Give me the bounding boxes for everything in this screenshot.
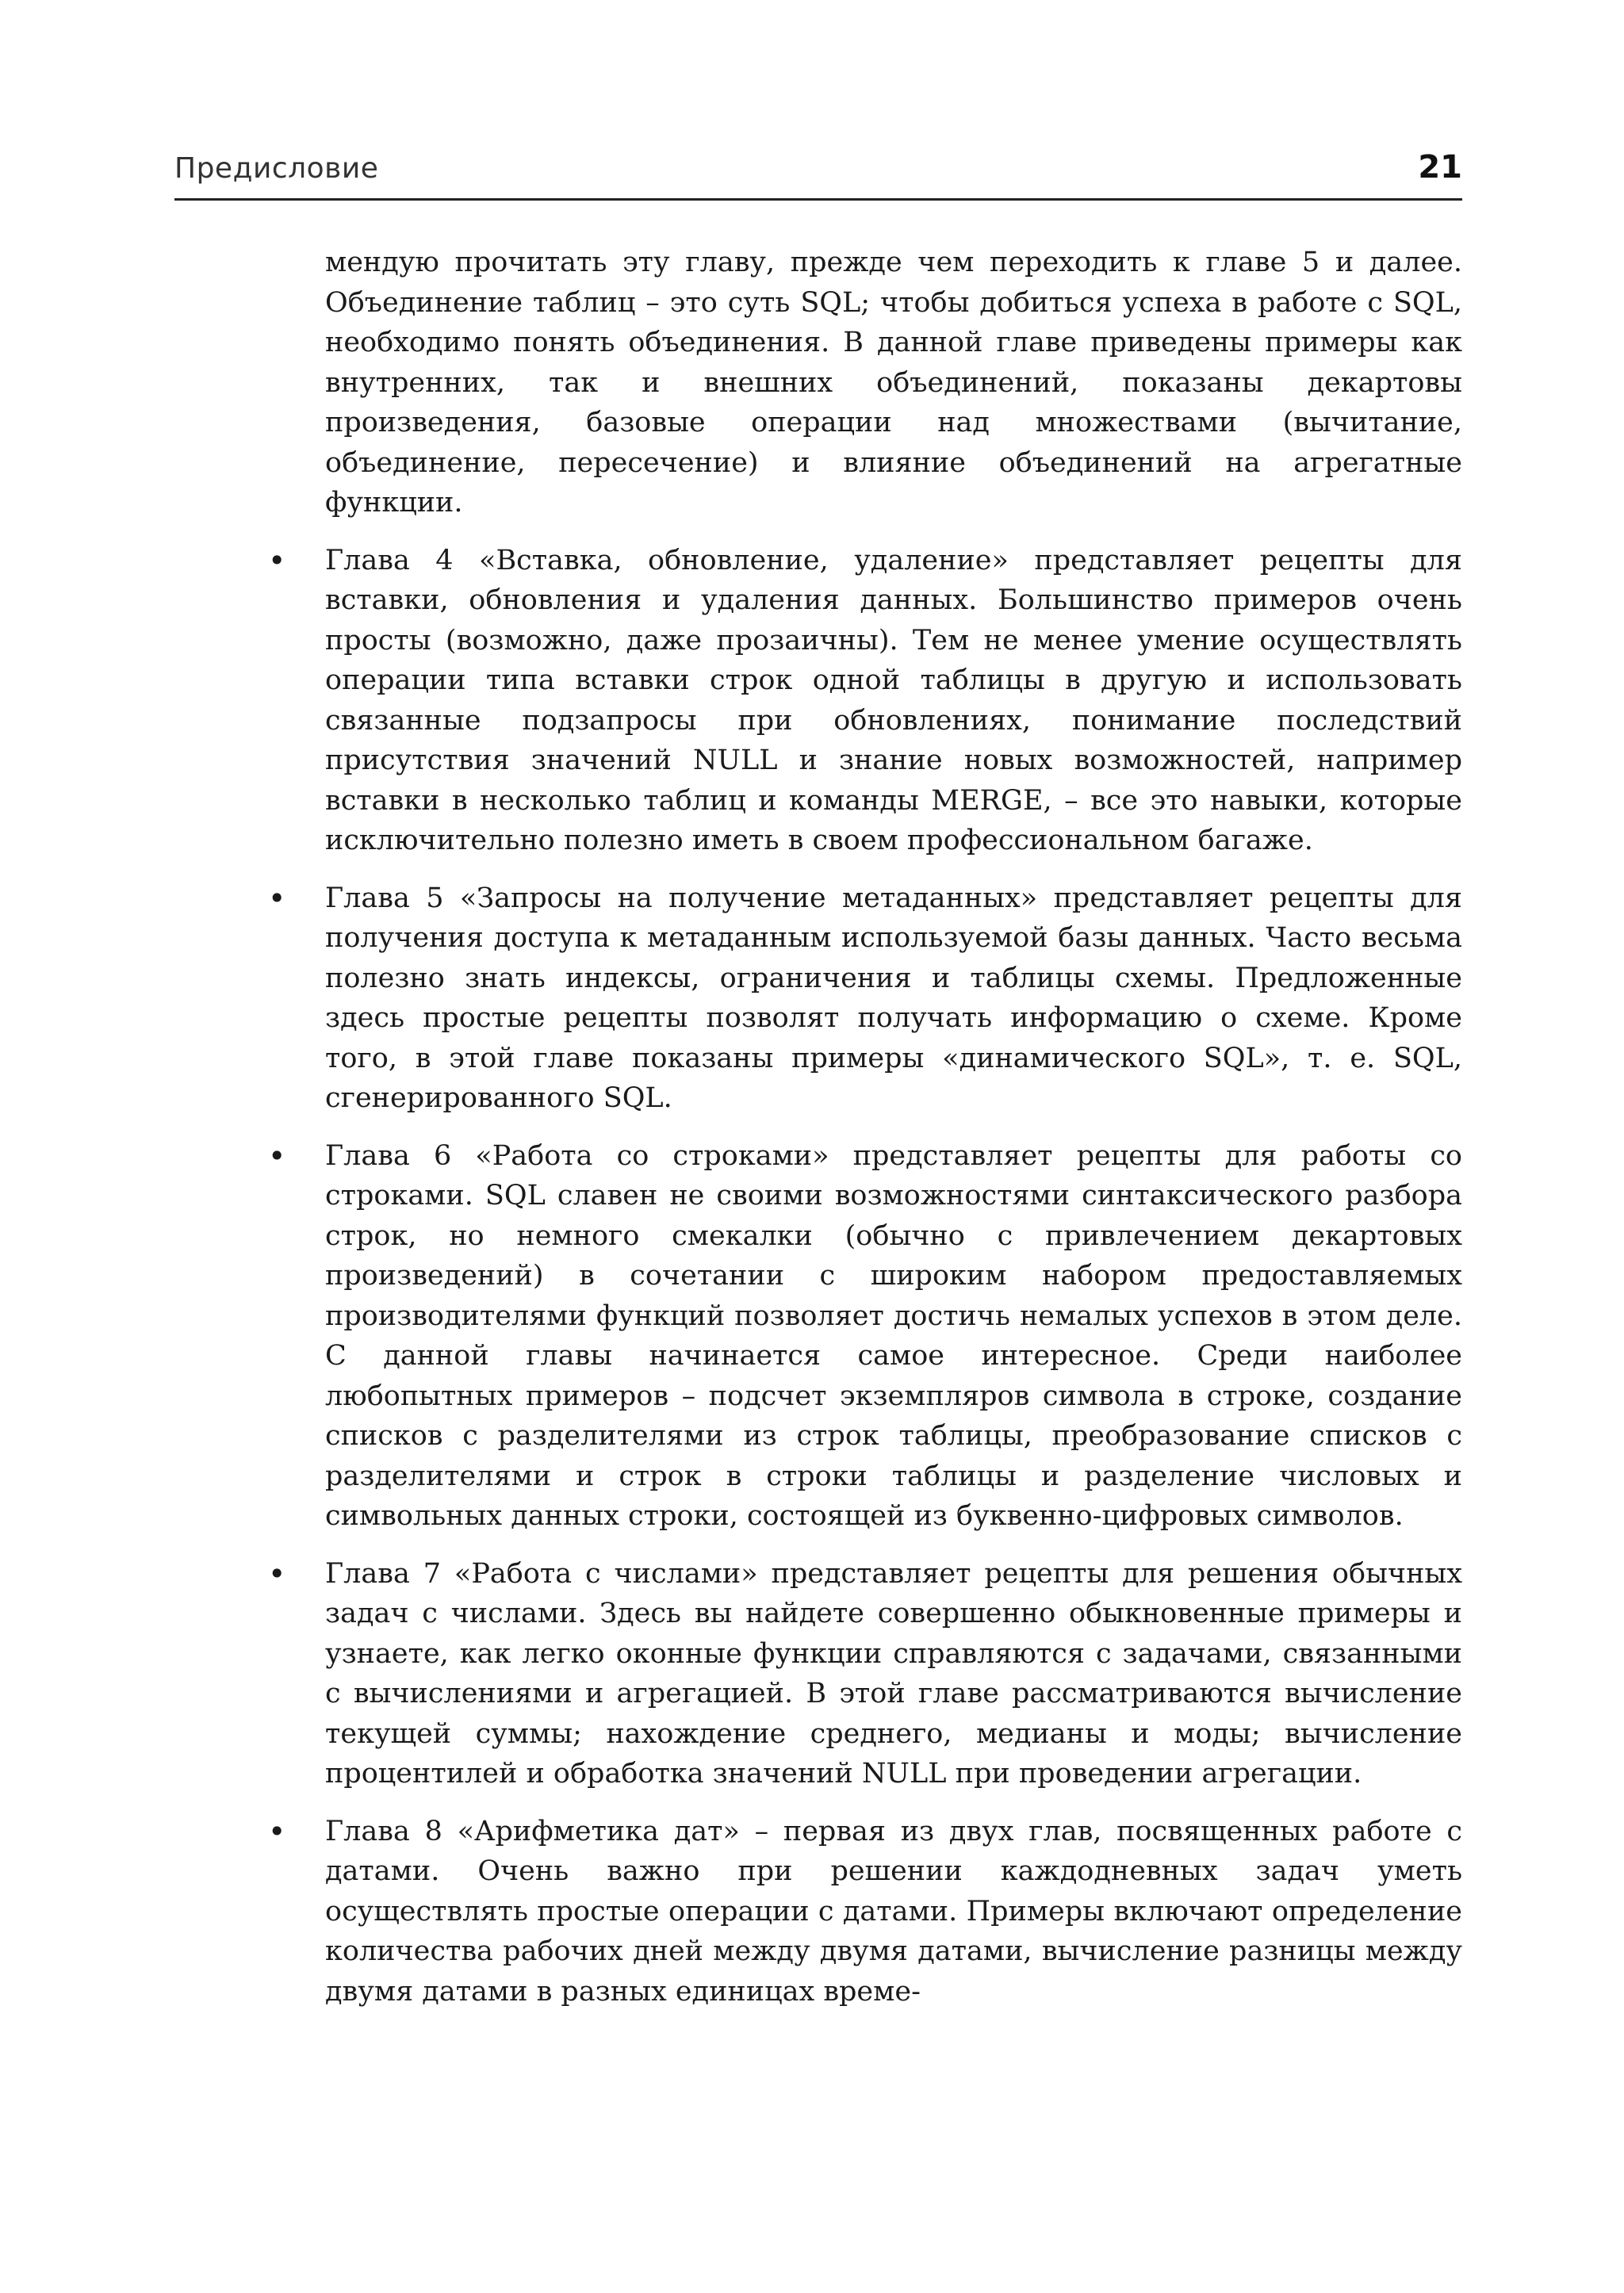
body-text [268, 243, 1462, 2029]
running-title: Предисловие [174, 152, 379, 185]
page-number: 21 [1418, 149, 1462, 186]
list-item-chapter-7 [268, 1554, 1462, 1794]
bullet-icon: • [268, 542, 286, 578]
list-item-text: Глава 4 «Вставка, обновление, удаление» представляет рецепты для вставки, обновления и удаления данных. Большинство примеров очень просты (возможно, даже прозаичны). Тем не менее умение осуществлять операции типа вставки строк одной таблицы в другую и использовать связанные подзапросы при обновлениях, понимание последствий присутствия значений NULL и знание новых возможностей, например вставки в несколько таблиц и команды MERGE, – все это навыки, которые исключительно полезно иметь в своем профессиональном багаже. [325, 544, 1462, 856]
list-item-text: Глава 7 «Работа с числами» представляет рецепты для решения обычных задач с числами. Здесь вы найдете совершенно обыкновенные примеры и узнаете, как легко оконные функции справляются с задачами, связанными с вычислениями и агрегацией. В этой главе рассматриваются вычисление текущей суммы; нахождение среднего, медианы и моды; вычисление процентилей и обработка значений NULL при проведении агрегации. [325, 1557, 1462, 1790]
list-item-text: Глава 8 «Арифметика дат» – первая из двух глав, посвященных работе с датами. Очень важно при решении каждодневных задач уметь осуществлять простые операции с датами. Примеры включают определение количества рабочих дней между двумя датами, вычисление разницы между двумя датами в разных единицах време- [325, 1815, 1462, 2008]
bullet-icon: • [268, 880, 286, 916]
list-item-chapter-8 [268, 1812, 1462, 2012]
bullet-icon: • [268, 1556, 286, 1591]
continuation-paragraph: мендую прочитать эту главу, прежде чем переходить к главе 5 и далее. Объединение таблиц – это суть SQL; чтобы добиться успеха в работе с SQL, необходимо понять объединения. В данной главе приведены примеры как внутренних, так и внешних объединений, показаны декартовы произведения, базовые операции над множествами (вычитание, объединение, пересечение) и влияние объединений на агрегатные функции. [325, 247, 1462, 519]
list-item-chapter-5 [268, 879, 1462, 1119]
bullet-icon: • [268, 1813, 286, 1849]
chapter-list [268, 541, 1462, 2012]
bullet-icon: • [268, 1138, 286, 1173]
list-item-chapter-6 [268, 1136, 1462, 1537]
header-rule [174, 198, 1462, 201]
running-head [174, 149, 1462, 197]
list-item-text: Глава 5 «Запросы на получение метаданных» представляет рецепты для получения доступа к метаданным используемой базы данных. Часто весьма полезно знать индексы, ограничения и таблицы схемы. Предложенные здесь простые рецепты позволят получать информацию о схеме. Кроме того, в этой главе показаны примеры «динамического SQL», т. е. SQL, сгенерированного SQL. [325, 882, 1462, 1114]
list-item-chapter-4 [268, 541, 1462, 861]
list-item-text: Глава 6 «Работа со строками» представляет рецепты для работы со строками. SQL славен не своими возможностями синтаксического разбора строк, но немного смекалки (обычно с привлечением декартовых произведений) в сочетании с широким набором предоставляемых производителями функций позволяет достичь немалых успехов в этом деле. С данной главы начинается самое интересное. Среди наиболее любопытных примеров – подсчет экземпляров символа в строке, создание списков с разделителями из строк таблицы, преобразование списков с разделителями и строк в строки таблицы и разделение числовых и символьных данных строки, состоящей из буквенно-цифровых символов. [325, 1139, 1462, 1532]
